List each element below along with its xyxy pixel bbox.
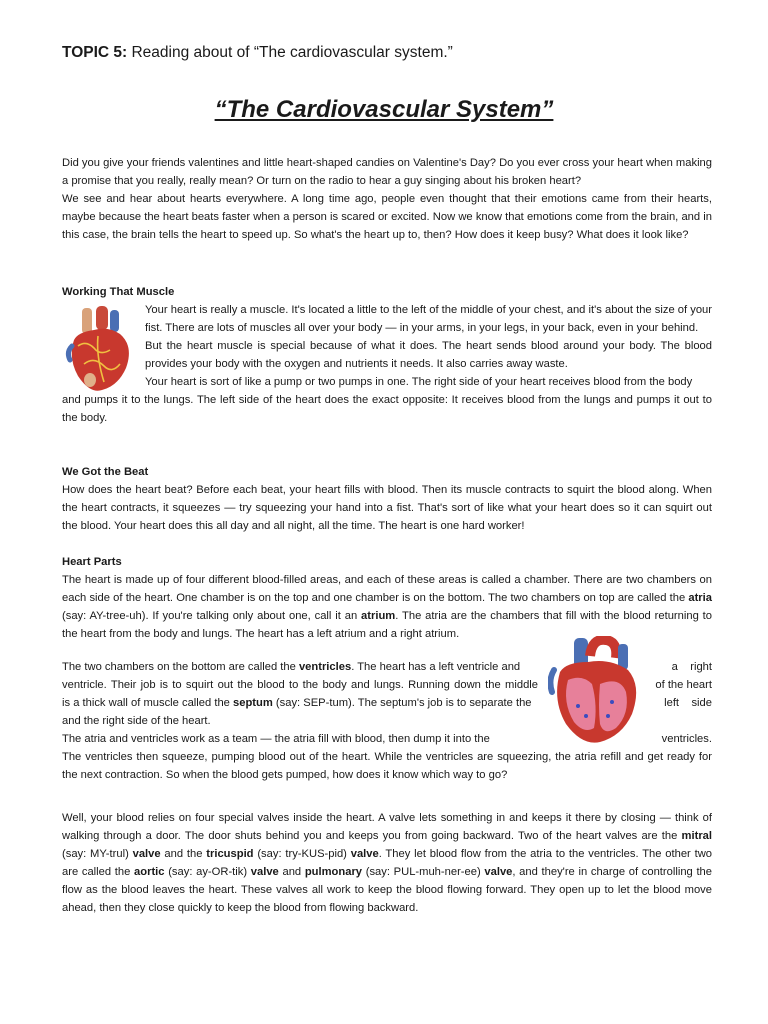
term-ventricles: ventricles — [298, 661, 352, 673]
muscle-paragraph-3a: Your heart is sort of like a pump or two pumps in one. The right side of your heart receives blood from the body — [145, 376, 693, 388]
text-run: is a thick wall of muscle called the — [62, 697, 233, 709]
section-heading-beat: We Got the Beat — [62, 466, 149, 478]
parts-wrap-right-1: a right — [671, 661, 712, 673]
text-run: . The atria are the chambers that fill with the blood returning to the heart from the body and lungs. The heart has a left atrium and a right atrium. — [62, 610, 712, 640]
parts-wrap-line-1 — [62, 658, 538, 676]
muscle-paragraph-3b: and pumps it to the lungs. The left side of the heart does the exact opposite: It receives blood from the lungs and pumps it out to the body. — [62, 394, 712, 424]
parts-wrap-right-5: ventricles. — [661, 733, 712, 745]
text-run: (say: PUL-muh-ner-ee) — [362, 866, 485, 878]
parts-paragraph-1 — [62, 571, 712, 643]
term-valve: valve — [350, 848, 379, 860]
text-run: and — [278, 866, 305, 878]
beat-section — [62, 481, 712, 535]
term-valve: valve — [484, 866, 513, 878]
text-run: Well, your blood relies on four special valves inside the heart. A valve lets something in and keeps it there by closing — think of walking through a door. The door shuts behind you and keeps you from going backward. Two of the heart valves are the — [62, 812, 712, 842]
text-run: The heart is made up of four different blood-filled areas, and each of these areas is called a chamber. There are two chambers on each side of the heart. One chamber is on the top and one chamber is on the bottom. The two chambers on top are called the — [62, 574, 712, 604]
text-run: , and they're in charge of controlling the flow as the blood leaves the heart. These valves all work to keep the blood flowing forward. They open up to let the blood move ahead, then they close quickly to keep the blood from flowing backward. — [62, 866, 713, 914]
muscle-paragraph-2: But the heart muscle is special because of what it does. The heart sends blood around your body. The blood provides your body with the oxygen and nutrients it needs. It also carries away waste. — [145, 340, 712, 370]
text-run: (say: ay-OR-tik) — [164, 866, 251, 878]
text-run: and the — [160, 848, 207, 860]
term-pulmonary: pulmonary — [304, 866, 363, 878]
text-run: (say: AY-tree-uh). If you're talking only about one, call it an — [62, 610, 362, 622]
term-septum: septum — [233, 697, 273, 709]
term-tricuspid: tricuspid — [206, 848, 254, 860]
text-run: (say: SEP-tum). The septum's job is to separate the — [272, 697, 532, 709]
muscle-paragraph-1: Your heart is really a muscle. It's located a little to the left of the middle of your chest, and it's about the size of your fist. There are lots of muscles all over your body — in your arms, in your legs, in your back, even in your behind. — [145, 304, 712, 334]
parts-wrap-line-4: and the right side of the heart. — [62, 715, 211, 727]
intro-section — [62, 154, 712, 244]
term-valve: valve — [132, 848, 161, 860]
parts-wrap-line-2: ventricle. Their job is to squirt out the blood to the body and lungs. Running down the middle — [62, 679, 538, 691]
section-heading-parts: Heart Parts — [62, 556, 122, 568]
parts-wrap-right-3: left side — [664, 697, 712, 709]
term-mitral: mitral — [681, 830, 712, 842]
parts-wrap-right-2: of the heart — [655, 679, 712, 691]
beat-paragraph: How does the heart beat? Before each beat, your heart fills with blood. Then its muscle contracts to squirt the blood along. When the heart contracts, it squeezes — try squeezing your hand into a fist. That's sort of like what your heart does so it can squirt out the blood. Your heart does this all day and all night, all the time. The heart is one hard worker! — [62, 484, 712, 532]
text-run: . They let blood flow from the atria to the ventricles. The other two are called the — [62, 848, 712, 878]
valves-paragraph — [62, 809, 712, 917]
intro-paragraph-2: We see and hear about hearts everywhere. A long time ago, people even thought that their emotions came from their hearts, maybe because the heart beats faster when a person is scared or excited. Now we know that emotions come from the brain, and in this case, the brain tells the heart to speed up. So what's the heart up to, then? How does it keep busy? What does it look like? — [62, 193, 712, 241]
text-run: The two chambers on the bottom are called the — [62, 661, 299, 673]
intro-paragraph-1: Did you give your friends valentines and little heart-shaped candies on Valentine's Day? Do you ever cross your heart when making a promise that you really, really mean? Or turn on the radio to hear a guy singing about his broken heart? — [62, 157, 712, 187]
parts-wrap-line-3 — [62, 694, 538, 712]
topic-line — [62, 44, 453, 62]
term-valve: valve — [250, 866, 279, 878]
term-atria: atria — [688, 592, 712, 604]
section-heading-muscle: Working That Muscle — [62, 286, 175, 298]
term-atrium: atrium — [361, 610, 396, 622]
topic-text: Reading about of “The cardiovascular system.” — [127, 44, 453, 61]
parts-wrap-line-5: The atria and ventricles work as a team — the atria fill with blood, then dump it into the — [62, 733, 490, 745]
valves-section — [62, 809, 712, 917]
text-run: . The heart has a left ventricle and — [351, 661, 521, 673]
text-run: (say: try-KUS-pid) — [253, 848, 351, 860]
heart-cross-section-illustration — [548, 636, 644, 748]
muscle-section — [62, 301, 712, 427]
topic-label: TOPIC 5: — [62, 44, 128, 61]
term-aortic: aortic — [134, 866, 165, 878]
parts-paragraph-end: The ventricles then squeeze, pumping blood out of the heart. While the ventricles are squeezing, the atria refill and get ready for the next contraction. So when the blood gets pumped, how does it know which way to go? — [62, 751, 712, 781]
text-run: (say: MY-trul) — [62, 848, 133, 860]
page-title: “The Cardiovascular System” — [214, 96, 554, 123]
